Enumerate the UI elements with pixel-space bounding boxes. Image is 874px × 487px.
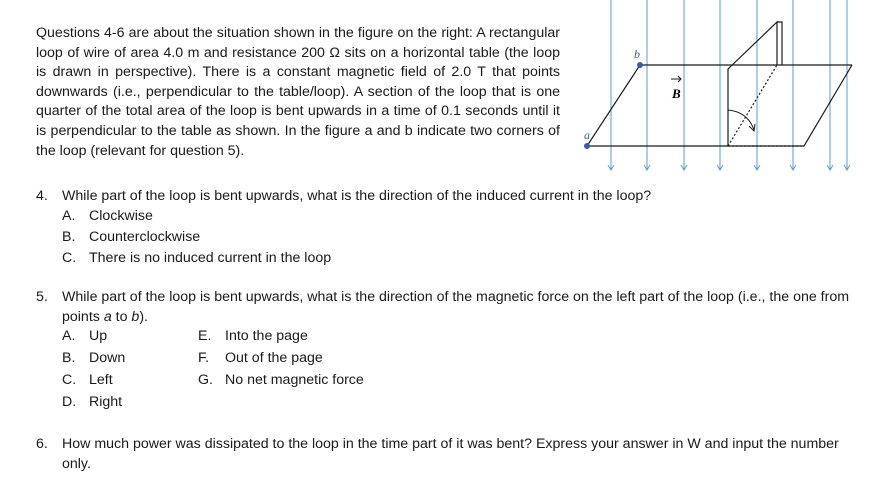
question-stem: While part of the loop is bent upwards, what is the direction of the induced current in the loop? xyxy=(62,188,652,204)
flat-loop-section xyxy=(587,65,777,146)
flat-loop-edge xyxy=(726,65,852,146)
question-5 xyxy=(36,288,856,412)
option-a[interactable]: A. Clockwise xyxy=(62,207,153,224)
question-number: 6. xyxy=(36,436,48,452)
intro-paragraph: Questions 4-6 are about the situation shown in the figure on the right: A rectangular loop of wire of area 4.0 m and resistance 200 Ω sits on a horizontal table (the loop is drawn in perspective). There is a constant magnetic field of 2.0 T that points downwards (i.e., perpendicular to the table/loop). A section of the loop that is one quarter of the total area of the loop is bent upwards in a time of 0.1 seconds until it is perpendicular to the table as shown. In the figure a and b indicate two corners of the loop (relevant for question 5). xyxy=(36,25,560,159)
question-4 xyxy=(36,187,856,270)
option-b[interactable]: B. Counterclockwise xyxy=(62,228,201,245)
question-stem: How much power was dissipated to the loop in the time part of it was bent? Express your answer in W and input the number only. xyxy=(62,436,839,472)
loop-figure xyxy=(578,0,868,180)
hinge-line xyxy=(728,65,777,146)
option-c[interactable]: C. There is no induced current in the loop xyxy=(62,249,332,266)
question-stem: While part of the loop is bent upwards, what is the direction of the magnetic force on the left part of the loop (i.e., the one from points a to b). xyxy=(62,289,850,325)
bent-loop-edge xyxy=(777,22,782,65)
option-a[interactable]: A. Up xyxy=(62,328,108,345)
option-c[interactable]: C. Left xyxy=(62,371,113,388)
corner-a-dot xyxy=(584,143,590,149)
question-number: 5. xyxy=(36,289,48,305)
option-e[interactable]: E. Into the page xyxy=(198,328,308,345)
question-6 xyxy=(36,435,856,474)
answer-options xyxy=(62,327,856,412)
label-corner-b: b xyxy=(634,47,640,61)
option-d[interactable]: D. Right xyxy=(62,393,123,410)
question-number: 4. xyxy=(36,188,48,204)
field-arrowheads xyxy=(608,165,850,170)
label-field-b: B xyxy=(672,86,681,101)
option-b[interactable]: B. Down xyxy=(62,349,126,366)
field-vector xyxy=(671,76,681,82)
corner-b-dot xyxy=(637,62,643,68)
option-g[interactable]: G. No net magnetic force xyxy=(198,371,364,388)
answer-options xyxy=(62,207,856,269)
option-f[interactable]: F. Out of the page xyxy=(198,349,323,366)
label-corner-a: a xyxy=(584,128,590,142)
